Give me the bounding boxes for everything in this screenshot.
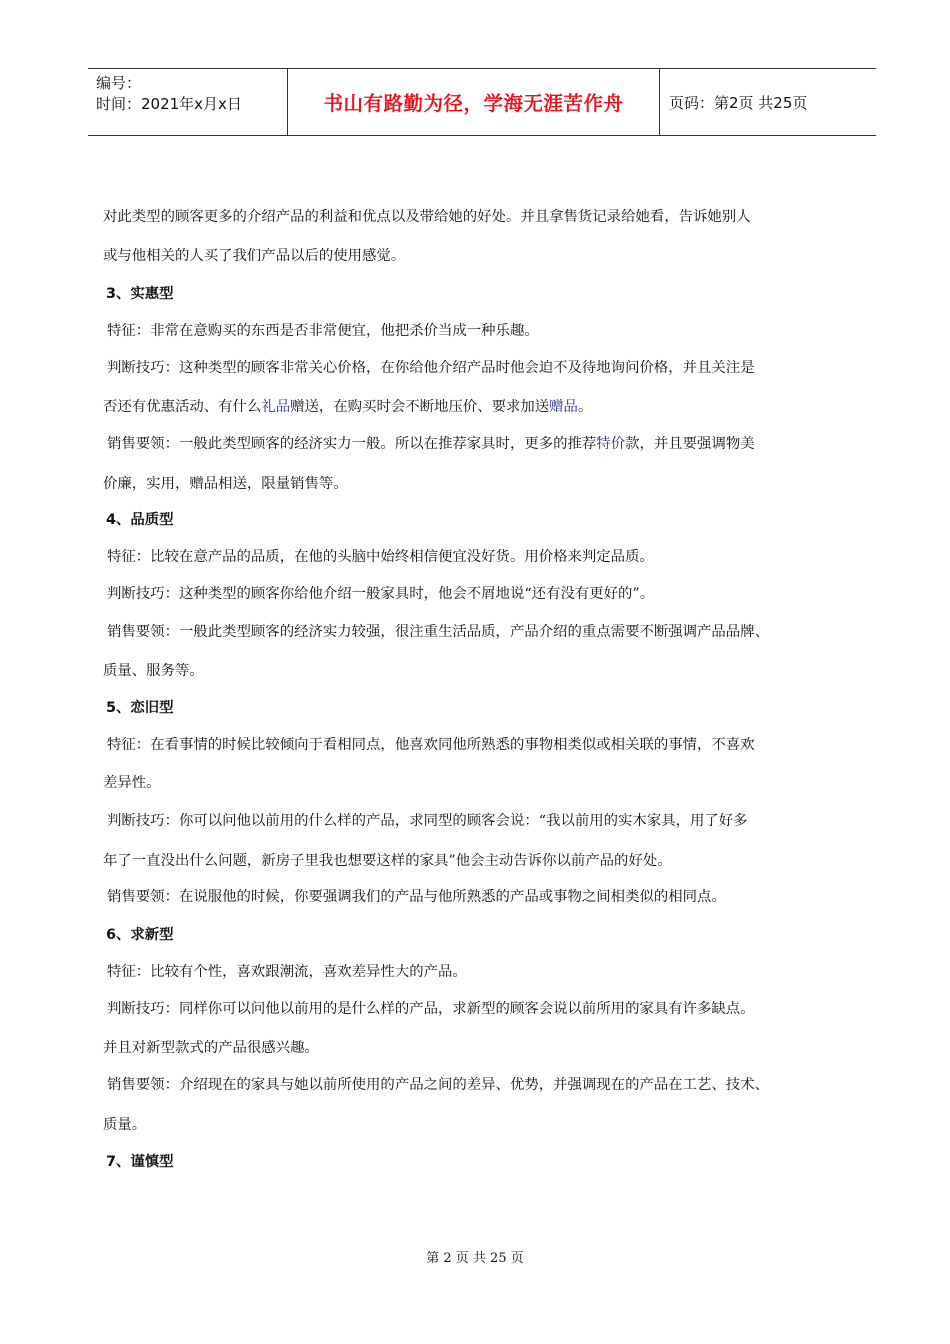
sales-line: 销售要领：一般此类型顾客的经济实力较强，很注重生活品质，产品介绍的重点需要不断强调产品品牌、 [107,624,769,640]
text-run: 款，并且要强调物美 [625,436,755,452]
sales-line: 质量、服务等。 [103,663,204,679]
sales-line: 质量。 [103,1117,147,1133]
document-time-label: 时间：2021年x月x日 [96,95,242,113]
text-run: 销售要领：一般此类型顾客的经济实力一般。所以在推荐家具时，更多的推荐 [107,436,597,452]
document-number-label: 编号： [96,74,142,92]
feature-line: 差异性。 [103,775,161,791]
feature-line: 特征：在看事情的时候比较倾向于看相同点，他喜欢同他所熟悉的事物相类似或相关联的事情，不喜欢 [107,737,755,753]
feature-line: 特征：比较有个性，喜欢跟潮流，喜欢差异性大的产品。 [107,964,467,980]
section-heading: 3、实惠型 [106,286,174,302]
header-motto-cell [287,69,660,135]
document-header [88,68,876,136]
text-run: 否还有优惠活动、有什么 [103,399,262,415]
gift-link[interactable]: 礼品 [261,399,291,415]
header-motto: 书山有路勤为径，学海无涯苦作舟 [323,92,624,115]
sales-line: 销售要领：在说服他的时候，你要强调我们的产品与他所熟悉的产品或事物之间相类似的相同点。 [107,889,726,905]
text-run: 赠送，在购买时会不断地压价、要求加送 [290,399,550,415]
feature-line: 特征：比较在意产品的品质，在他的头脑中始终相信便宜没好货。用价格来判定品质。 [107,549,654,565]
judge-line: 并且对新型款式的产品很感兴趣。 [103,1040,319,1056]
section-heading: 7、谨慎型 [106,1154,174,1170]
judge-line [103,397,592,417]
judge-line: 判断技巧：这种类型的顾客非常关心价格，在你给他介绍产品时他会迫不及待地询问价格，并且关注是 [107,360,755,376]
paragraph-line: 对此类型的顾客更多的介绍产品的利益和优点以及带给她的好处。并且拿售货记录给她看，告诉她别人 [103,209,751,225]
feature-line: 特征：非常在意购买的东西是否非常便宜，他把杀价当成一种乐趣。 [107,323,539,339]
header-page-cell [660,69,876,135]
header-page-info: 页码：第2页 共25页 [669,93,808,112]
sales-line: 销售要领：介绍现在的家具与她以前所使用的产品之间的差异、优势，并强调现在的产品在工艺、技术、 [107,1077,769,1093]
judge-line: 判断技巧：这种类型的顾客你给他介绍一般家具时，他会不屑地说“还有没有更好的”。 [107,586,655,602]
judge-line: 判断技巧：同样你可以问他以前用的是什么样的产品，求新型的顾客会说以前所用的家具有许多缺点。 [107,1001,755,1017]
freebie-link[interactable]: 赠品 [549,399,578,415]
section-heading: 6、求新型 [106,927,174,943]
section-heading: 5、恋旧型 [106,700,174,716]
section-heading: 4、品质型 [106,512,174,528]
judge-line: 年了一直没出什么问题，新房子里我也想要这样的家具”他会主动告诉你以前产品的好处。 [103,853,672,869]
text-run: 。 [577,399,593,415]
special-price-link[interactable]: 特价 [596,436,626,452]
sales-line [107,434,755,454]
page-footer: 第 2 页 共 25 页 [426,1251,524,1266]
header-meta-cell [88,69,287,135]
sales-line: 价廉，实用，赠品相送，限量销售等。 [103,476,348,492]
paragraph-line: 或与他相关的人买了我们产品以后的使用感觉。 [103,248,406,264]
judge-line: 判断技巧：你可以问他以前用的什么样的产品，求同型的顾客会说：“我以前用的实木家具，用了好多 [107,813,748,829]
